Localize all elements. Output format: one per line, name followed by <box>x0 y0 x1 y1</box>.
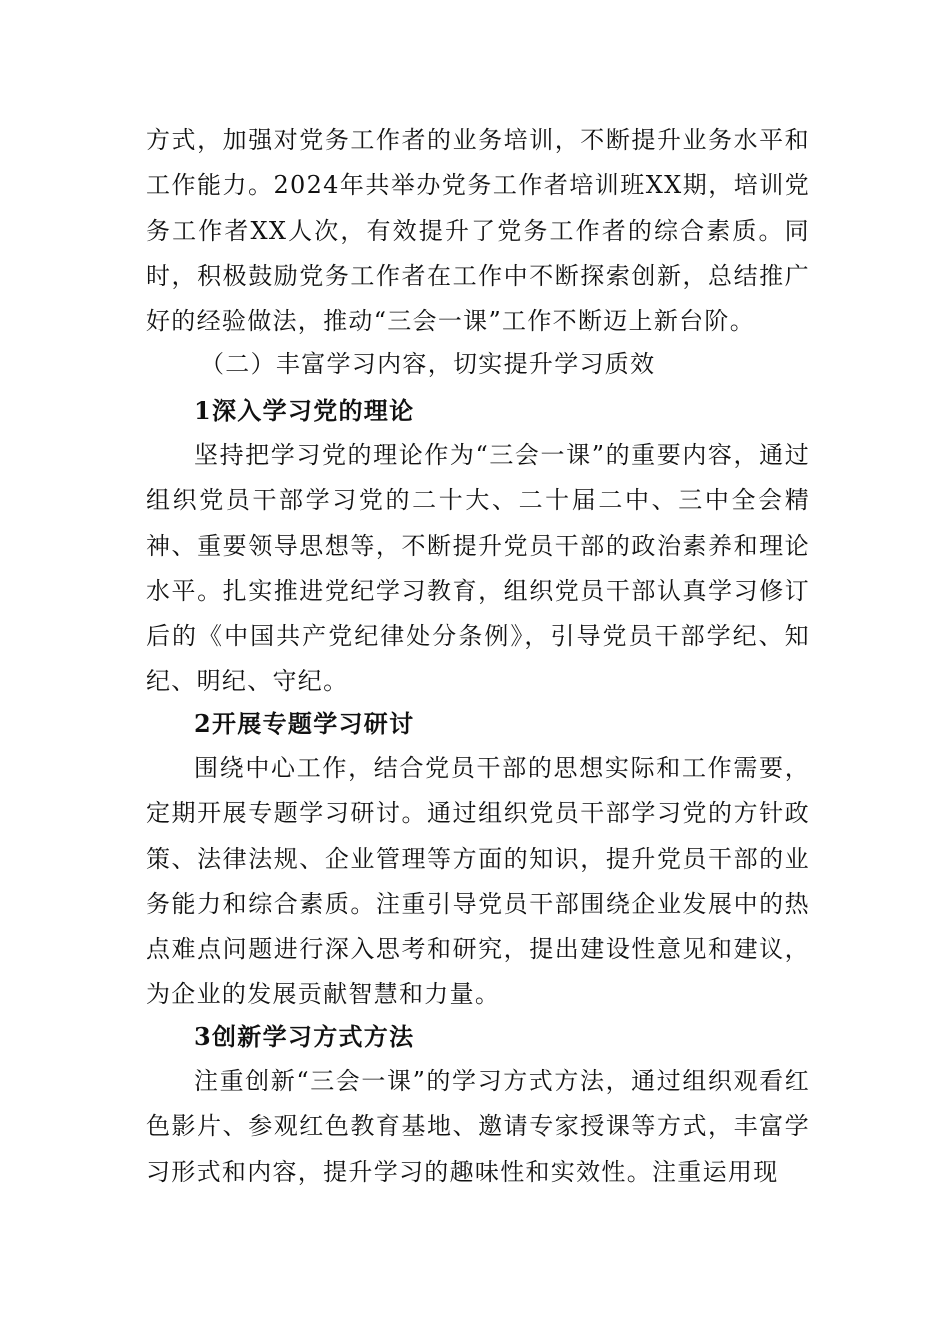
subsection-heading: 1深入学习党的理论 <box>194 396 415 425</box>
subsection-heading: 2开展专题学习研讨 <box>194 709 415 738</box>
subsection-heading: 3创新学习方式方法 <box>194 1022 415 1051</box>
subsection-paragraph: 围绕中心工作，结合党员干部的思想实际和工作需要，定期开展专题学习研讨。通过组织党员干部学习党的方针政策、法律法规、企业管理等方面的知识，提升党员干部的业务能力和综合素质。注重引导党员干部围绕企业发展中的热点难点问题进行深入思考和研究，提出建设性意见和建议，为企业的发展贡献智慧和力量。 <box>146 754 810 1009</box>
section-heading: （二）丰富学习内容，切实提升学习质效 <box>200 350 656 378</box>
subsection-paragraph: 注重创新“三会一课”的学习方式方法，通过组织观看红色影片、参观红色教育基地、邀请专家授课等方式，丰富学习形式和内容，提升学习的趣味性和实效性。注重运用现 <box>146 1067 810 1186</box>
paragraph-continued: 方式，加强对党务工作者的业务培训，不断提升业务水平和工作能力。2024年共举办党务工作者培训班XX期，培训党务工作者XX人次，有效提升了党务工作者的综合素质。同时，积极鼓励党务工作者在工作中不断探索创新，总结推广好的经验做法，推动“三会一课”工作不断迈上新台阶。 <box>146 126 810 336</box>
subsection-paragraph: 坚持把学习党的理论作为“三会一课”的重要内容，通过组织党员干部学习党的二十大、二十届二中、三中全会精神、重要领导思想等，不断提升党员干部的政治素养和理论水平。扎实推进党纪学习教育，组织党员干部认真学习修订后的《中国共产党纪律处分条例》，引导党员干部学纪、知纪、明纪、守纪。 <box>146 441 810 696</box>
